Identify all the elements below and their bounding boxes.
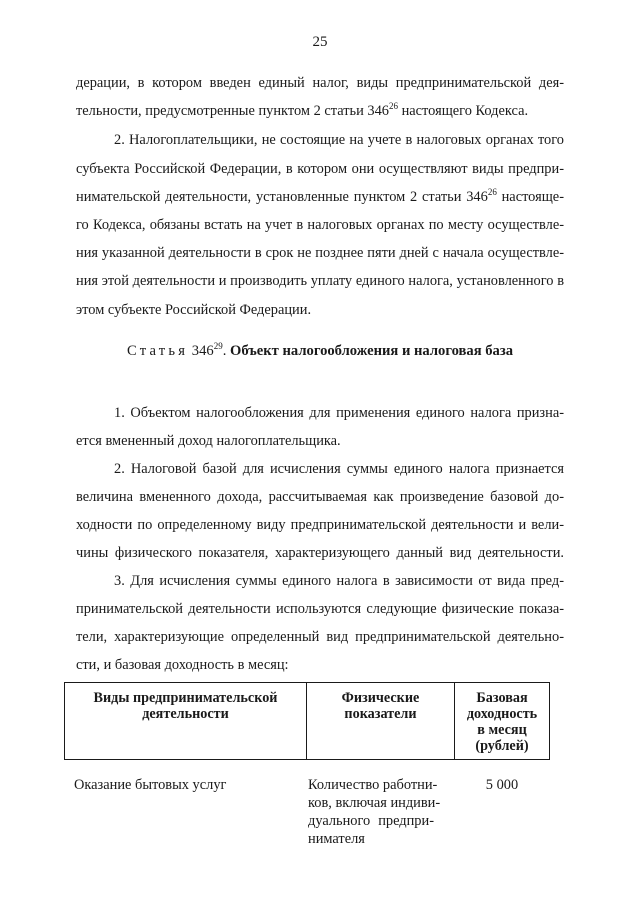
paragraph-line: 2. Налоговой базой для исчисления суммы единого налога признается <box>114 461 564 477</box>
superscript: 26 <box>487 187 497 197</box>
paragraph-line: нимательской деятельности, установленные пунктом 2 статьи $346^{26}$ настояще- <box>76 187 564 205</box>
paragraph-line: 2. Налогоплательщики, не состоящие на учете в налоговых органах того <box>114 132 564 148</box>
cell-activity: Оказание бытовых услуг <box>74 777 227 793</box>
superscript: 26 <box>388 101 398 111</box>
page-number: 25 <box>312 34 328 50</box>
paragraph-line: субъекта Российской Федерации, в котором они осуществляют виды предпри- <box>76 161 564 177</box>
paragraph-line: тели, характеризующие определенный вид предпринимательской деятельно- <box>76 629 564 645</box>
paragraph-line: го Кодекса, обязаны встать на учет в налоговых органах по месту осуществле- <box>76 217 564 233</box>
paragraph-line: 3. Для исчисления суммы единого налога в зависимости от вида пред- <box>114 573 564 589</box>
paragraph-line: ходности по определенному виду предпринимательской деятельности и вели- <box>76 517 564 533</box>
superscript: 29 <box>213 341 223 351</box>
column-header-indicators: Физические показатели <box>307 683 455 759</box>
article-title: Объект налогообложения и налоговая база <box>230 343 514 359</box>
paragraph-line: сти, и базовая доходность в месяц: <box>76 657 289 673</box>
paragraph-line: 1. Объектом налогообложения для применения единого налога призна- <box>114 405 564 421</box>
paragraph-line: тельности, предусмотренные пунктом 2 статьи $346^{26}$ настоящего Кодекса. <box>76 101 529 119</box>
article-heading: Статья $346^{29}$. Объект налогообложения и налоговая база <box>126 341 514 359</box>
column-header-base-income: Базовая доходность в месяц (рублей) <box>466 690 538 754</box>
paragraph-line: этом субъекте Российской Федерации. <box>76 302 312 318</box>
paragraph-line: величина вмененного дохода, рассчитываемая как произведение базовой до- <box>76 489 564 505</box>
column-header-activity: Виды предпринимательской деятельности <box>65 683 307 759</box>
table-header <box>64 682 550 760</box>
paragraph-line: ния этой деятельности и производить уплату единого налога, установленного в <box>76 273 564 289</box>
paragraph-line: дерации, в котором введен единый налог, виды предпринимательской дея- <box>76 75 564 91</box>
cell-base-income: 5 000 <box>485 777 519 793</box>
paragraph-line: принимательской деятельности используются следующие физические показа- <box>76 601 564 617</box>
paragraph-line: ется вмененный доход налогоплательщика. <box>76 433 341 449</box>
article-number: 346 <box>188 343 214 359</box>
article-prefix: Статья <box>126 343 189 359</box>
paragraph-line: ния указанной деятельности в срок не позднее пяти дней с начала осуществле- <box>76 245 564 261</box>
paragraph-line: чины физического показателя, характеризующего данный вид деятельности. <box>76 545 564 561</box>
cell-indicator: Количество работни- ков, включая индиви- дуального предпри- нимателя <box>308 777 441 847</box>
